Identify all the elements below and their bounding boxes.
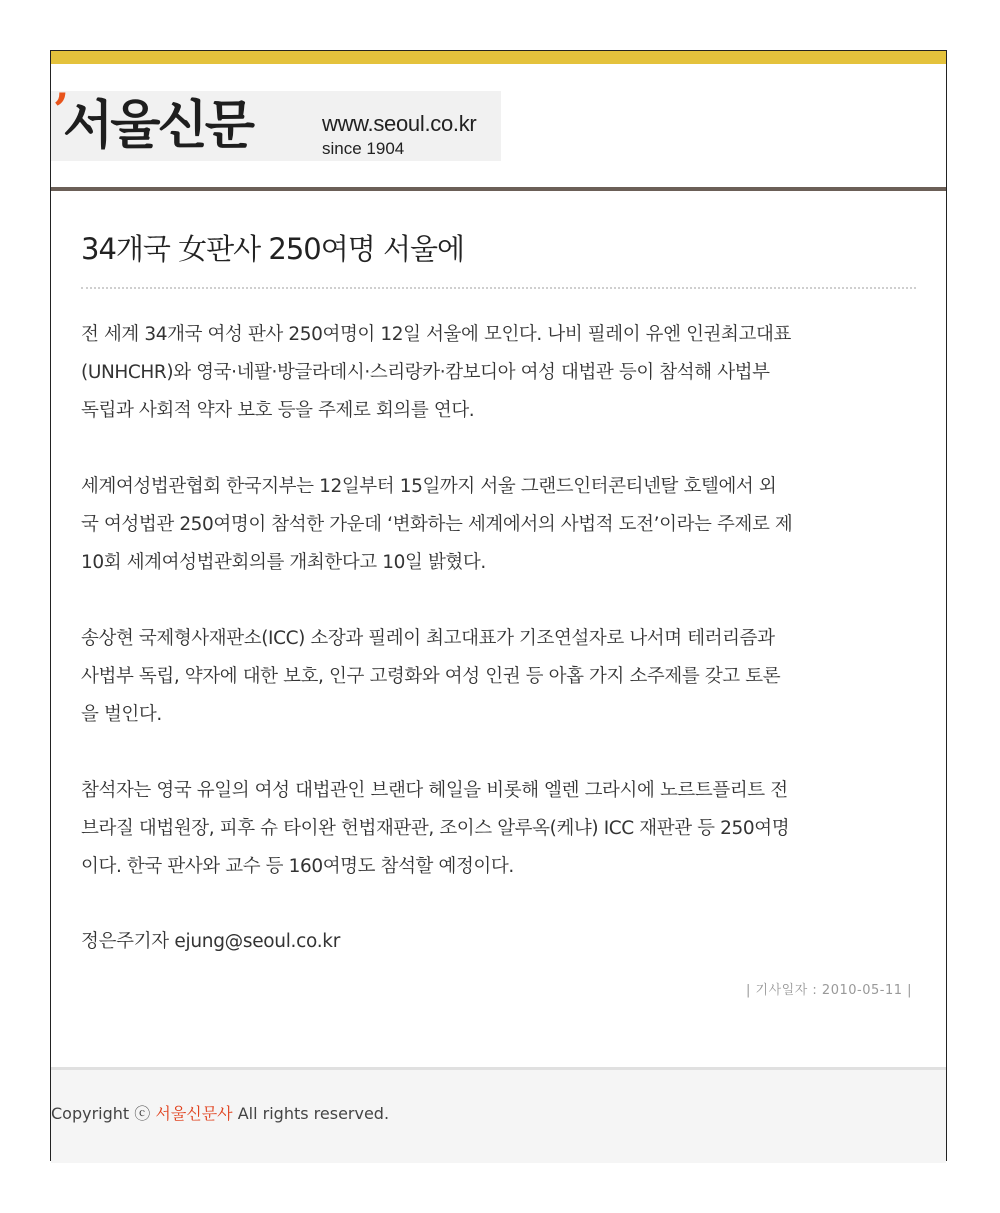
copyright-prefix: Copyright ⓒ <box>51 1104 156 1123</box>
company-link[interactable]: 서울신문사 <box>155 1104 233 1123</box>
logo-wordmark: 서울신문 <box>63 96 252 156</box>
top-accent-bar <box>51 51 946 64</box>
article-body <box>81 316 921 924</box>
article-paragraph: 전 세계 34개국 여성 판사 250여명이 12일 서울에 모인다. 나비 필레이 유엔 인권최고대표 (UNHCHR)와 영국·네팔·방글라데시·스리랑카·캄보디아 여성 대법관 등이 참석해 사법부 독립과 사회적 약자 보호 등을 주제로 회의를 연다. <box>81 324 791 421</box>
article-date: | 기사일자 : 2010-05-11 | <box>746 983 912 998</box>
footer <box>51 1067 946 1163</box>
logo-accent-mark: ’ <box>53 83 70 137</box>
article-byline: 정은주기자 ejung@seoul.co.kr <box>81 931 341 952</box>
article-paragraph: 세계여성법관협회 한국지부는 12일부터 15일까지 서울 그랜드인터콘티넨탈 호텔에서 외 국 여성법관 250여명이 참석한 가운데 ‘변화하는 세계에서의 사법적 도전’이라는 주제로 제 10회 세계여성법관회의를 개최한다고 10일 밝혔다. <box>81 476 793 573</box>
copyright-suffix: All rights reserved. <box>232 1104 390 1123</box>
article-paragraph: 참석자는 영국 유일의 여성 대법관인 브랜다 헤일을 비롯해 엘렌 그라시에 노르트플리트 전 브라질 대법원장, 피후 슈 타이완 헌법재판관, 조이스 알루옥(케냐) ICC 재판관 등 250여명 이다. 한국 판사와 교수 등 160여명도 참석할 예정이다. <box>81 780 790 877</box>
page-frame <box>50 50 947 1161</box>
header-divider <box>51 187 946 191</box>
title-divider <box>81 287 916 289</box>
article-title: 34개국 女판사 250여명 서울에 <box>81 232 465 266</box>
masthead-logo[interactable] <box>51 83 501 161</box>
logo-since: since 1904 <box>322 139 405 158</box>
logo-url: www.seoul.co.kr <box>322 111 477 136</box>
article-paragraph: 송상현 국제형사재판소(ICC) 소장과 필레이 최고대표가 기조연설자로 나서며 테러리즘과 사법부 독립, 약자에 대한 보호, 인구 고령화와 여성 인권 등 아홉 가지 소주제를 갖고 토론 을 벌인다. <box>81 628 781 725</box>
copyright-notice <box>51 1104 389 1124</box>
